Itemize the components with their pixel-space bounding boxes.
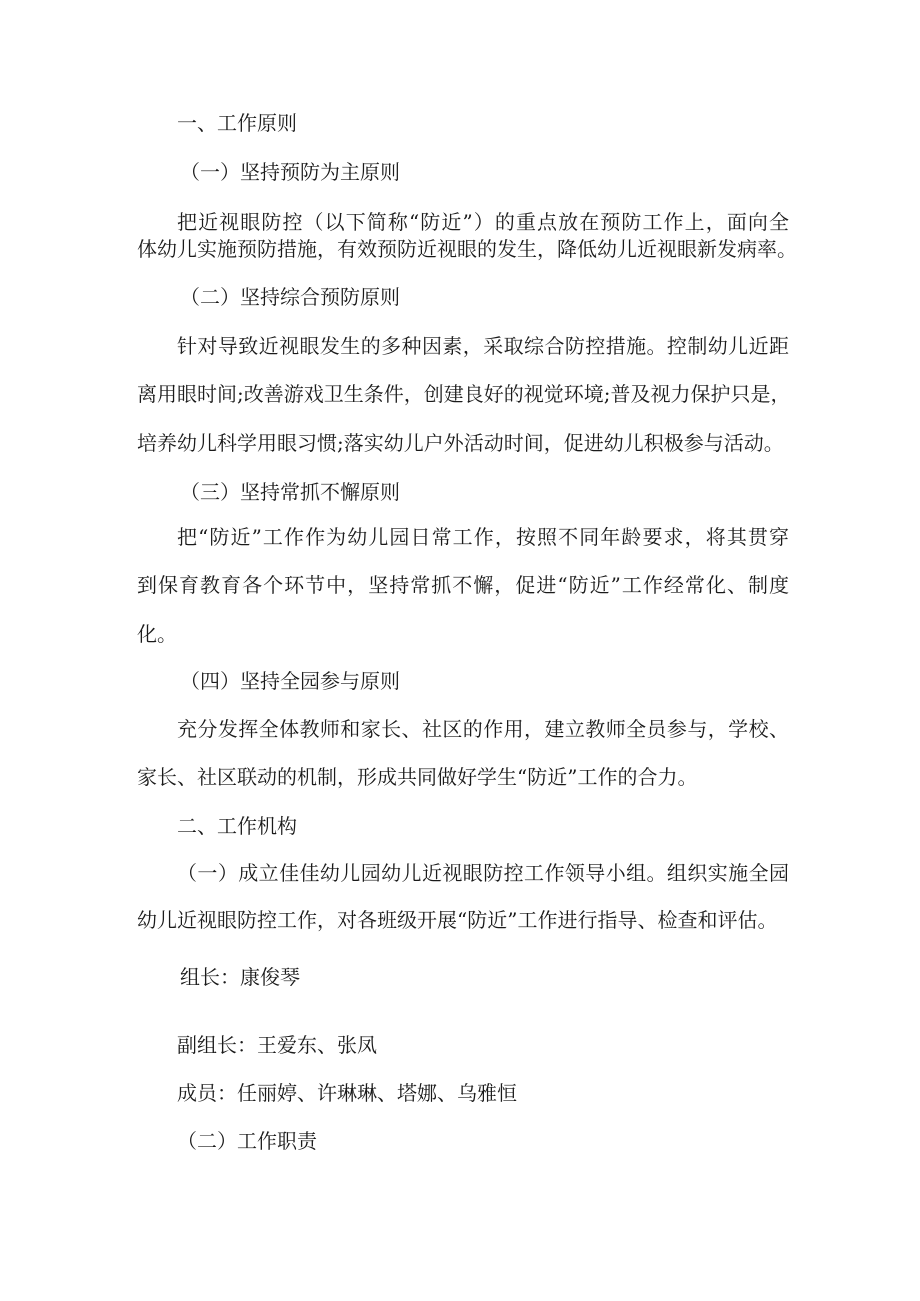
paragraph-line: 离用眼时间;改善游戏卫生条件，创建良好的视觉环境;普及视力保护只是， xyxy=(137,382,791,406)
paragraph-line: （一）成立佳佳幼儿园幼儿近视眼防控工作领导小组。组织实施全园 xyxy=(177,861,789,885)
paragraph-line: 充分发挥全体教师和家长、社区的作用，建立教师全员参与，学校、 xyxy=(177,717,789,741)
subheading-persistence: （三）坚持常抓不懈原则 xyxy=(180,480,400,504)
subheading-prevention-first: （一）坚持预防为主原则 xyxy=(180,160,400,184)
paragraph-line: 幼儿近视眼防控工作，对各班级开展“防近”工作进行指导、检查和评估。 xyxy=(137,908,778,932)
paragraph-line: 培养幼儿科学用眼习惯;落实幼儿户外活动时间，促进幼儿积极参与活动。 xyxy=(137,431,784,455)
paragraph-line: 把“防近”工作作为幼儿园日常工作，按照不同年龄要求，将其贯穿 xyxy=(177,525,789,549)
subheading-full-participation: （四）坚持全园参与原则 xyxy=(180,669,400,693)
paragraph-line: 化。 xyxy=(137,622,177,646)
subheading-responsibilities: （二）工作职责 xyxy=(177,1129,317,1153)
section-heading-principles: 一、工作原则 xyxy=(177,111,297,135)
paragraph-line: 到保育教育各个环节中，坚持常抓不懈，促进“防近”工作经常化、制度 xyxy=(137,573,789,597)
deputy-leader-line: 副组长：王爱东、张凤 xyxy=(177,1033,377,1057)
leader-line: 组长：康俊琴 xyxy=(180,965,300,989)
members-line: 成员：任丽婷、许琳琳、塔娜、乌雅恒 xyxy=(177,1081,517,1105)
subheading-comprehensive-prevention: （二）坚持综合预防原则 xyxy=(180,285,400,309)
paragraph-line: 家长、社区联动的机制，形成共同做好学生“防近”工作的合力。 xyxy=(137,765,698,789)
section-heading-organization: 二、工作机构 xyxy=(177,814,297,838)
paragraph-line: 针对导致近视眼发生的多种因素，采取综合防控措施。控制幼儿近距 xyxy=(177,334,789,358)
paragraph-line: 把近视眼防控（以下简称“防近”）的重点放在预防工作上，面向全 xyxy=(177,210,789,234)
paragraph-line: 体幼儿实施预防措施，有效预防近视眼的发生，降低幼儿近视眼新发病率。 xyxy=(137,237,797,261)
